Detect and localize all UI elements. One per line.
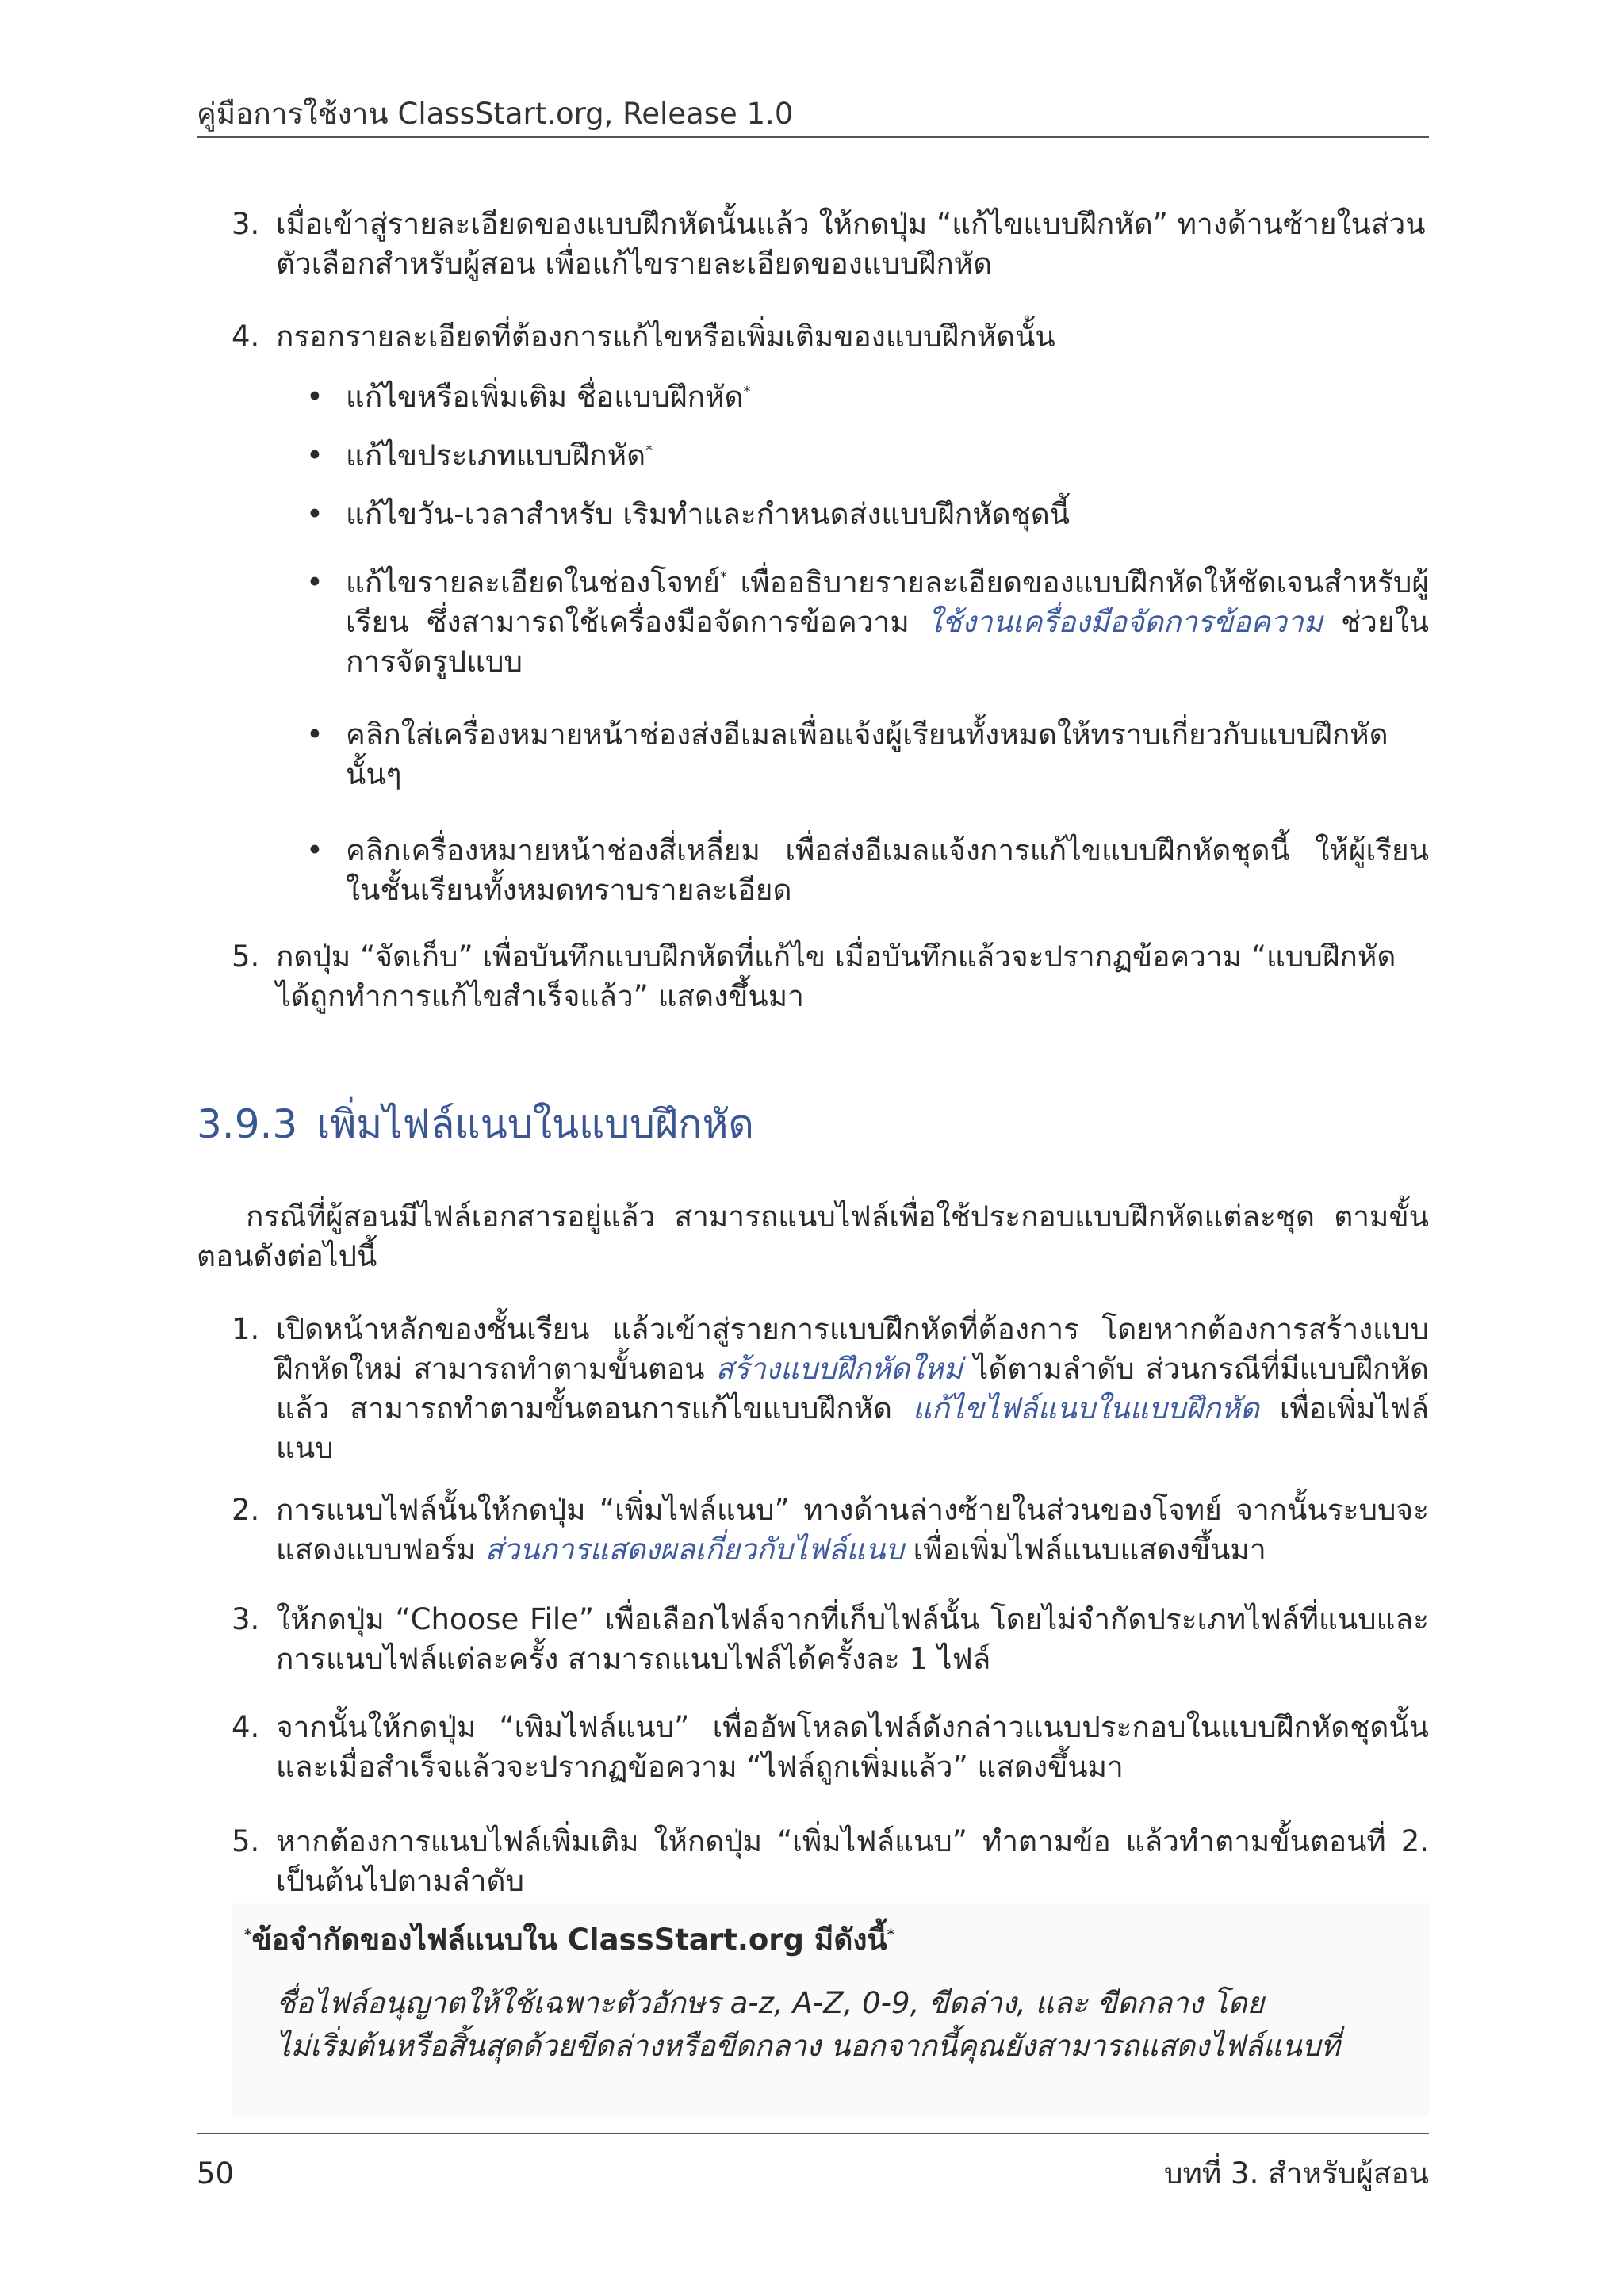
edit-attachment-link[interactable]: แก้ไขไฟล์แนบในแบบฝึกหัด bbox=[912, 1391, 1259, 1425]
step-number: 5. bbox=[232, 939, 260, 974]
step-number: 2. bbox=[232, 1493, 260, 1527]
bullet-icon: • bbox=[306, 438, 324, 473]
attachment-display-link[interactable]: ส่วนการแสดงผลเกี่ยวกับไฟล์แนบ bbox=[485, 1533, 904, 1567]
step-text-line: ได้ถูกทำการแก้ไขสำเร็จแล้ว” แสดงขึ้นมา bbox=[276, 979, 804, 1013]
step-text: หากต้องการแนบไฟล์เพิ่มเติม ให้กดปุ่ม “เพิ่มไฟล์แนบ” ทำตามข้อ แล้วทำตามขั้นตอนที่ 2. เป็นต้นไปตามลำดับ bbox=[276, 1824, 1429, 1898]
step-text: จากนั้นให้กดปุ่ม “เพิมไฟล์แนบ” เพื่ออัพโหลดไฟล์ดังกล่าวแนบประกอบในแบบฝึกหัดชุดนั้นและเมื่อสำเร็จแล้วจะปรากฏข้อความ “ไฟล์ถูกเพิ่มแล้ว” แสดงขึ้นมา bbox=[276, 1710, 1429, 1784]
bullet-item: แก้ไขวัน-เวลาสำหรับ เริมทำและกำหนดส่งแบบฝึกหัดชุดนี้ bbox=[346, 497, 1071, 531]
step-text-line: เมื่อเข้าสู่รายละเอียดของแบบฝึกหัดนั้นแล้ว ให้กดปุ่ม “แก้ไขแบบฝึกหัด” ทางด้านซ้ายในส่วน bbox=[276, 207, 1426, 241]
chapter-footer: บทที่ 3. สำหรับผู้สอน bbox=[1164, 2156, 1429, 2191]
note-title: *ข้อจำกัดของไฟล์แนบใน ClassStart.org มีดังนี้* bbox=[244, 1923, 895, 1957]
step-number: 3. bbox=[232, 1602, 260, 1636]
step-text: ให้กดปุ่ม “Choose File” เพื่อเลือกไฟล์จากที่เก็บไฟล์นั้น โดยไม่จำกัดประเภทไฟล์ที่แนบและการแนบไฟล์แต่ละครั้ง สามารถแนบไฟล์ได้ครั้งละ 1 ไฟล์ bbox=[276, 1602, 1429, 1676]
step-number: 4. bbox=[232, 320, 260, 354]
step-number: 1. bbox=[232, 1312, 260, 1346]
bullet-item: แก้ไขหรือเพิ่มเติม ชื่อแบบฝึกหัด* bbox=[346, 380, 751, 414]
bullet-icon: • bbox=[306, 718, 324, 752]
bullet-item: คลิกใส่เครื่องหมายหน้าช่องส่งอีเมลเพื่อแจ้งผู้เรียนทั้งหมดให้ทราบเกี่ยวกับแบบฝึกหัดนั้นๆ bbox=[346, 718, 1388, 791]
section-number: 3.9.3 bbox=[197, 1101, 298, 1147]
bullet-icon: • bbox=[306, 497, 324, 531]
bullet-item: แก้ไขรายละเอียดในช่องโจทย์* เพื่ออธิบายรายละเอียดของแบบฝึกหัดให้ชัดเจนสำหรับผู้เรียน ซึ่งสามารถใช้เครื่องมือจัดการข้อความ ใช้งานเครื่องมือจัดการข้อความ ช่วยในการจัดรูปแบบ bbox=[346, 565, 1429, 679]
create-exercise-link[interactable]: สร้างแบบฝึกหัดใหม่ bbox=[715, 1352, 963, 1386]
note-text bbox=[276, 1982, 1354, 2068]
step-text-line: กดปุ่ม “จัดเก็บ” เพื่อบันทึกแบบฝึกหัดที่แก้ไข เมื่อบันทึกแล้วจะปรากฏข้อความ “แบบฝึกหัด bbox=[276, 939, 1396, 974]
page-number: 50 bbox=[197, 2156, 235, 2191]
bullet-icon: • bbox=[306, 833, 324, 867]
footer-divider bbox=[197, 2133, 1429, 2134]
step-number: 5. bbox=[232, 1824, 260, 1858]
step-text-line: ตัวเลือกสำหรับผู้สอน เพื่อแก้ไขรายละเอียดของแบบฝึกหัด bbox=[276, 247, 993, 281]
note-text-line: ชื่อไฟล์อนุญาตให้ใช้เฉพาะตัวอักษร a-z, A-Z, 0-9, ขีดล่าง, และ ขีดกลาง โดย bbox=[276, 1986, 1265, 2020]
note-text-line: ไม่เริ่มต้นหรือสิ้นสุดด้วยขีดล่างหรือขีดกลาง นอกจากนี้คุณยังสามารถแสดงไฟล์แนบที่ bbox=[276, 2029, 1340, 2063]
running-header: คู่มือการใช้งาน ClassStart.org, Release 1.0 bbox=[197, 97, 794, 131]
step-number: 4. bbox=[232, 1710, 260, 1744]
step-text bbox=[276, 205, 1429, 284]
section-intro: กรณีที่ผู้สอนมีไฟล์เอกสารอยู่แล้ว สามารถแนบไฟล์เพื่อใช้ประกอบแบบฝึกหัดแต่ละชุด ตามขั้นตอนดังต่อไปนี้ bbox=[197, 1200, 1429, 1273]
text-tools-link[interactable]: ใช้งานเครื่องมือจัดการข้อความ bbox=[927, 605, 1323, 639]
bullet-icon: • bbox=[306, 565, 324, 599]
step-text: กรอกรายละเอียดที่ต้องการแก้ไขหรือเพิ่มเติมของแบบฝึกหัดนั้น bbox=[276, 320, 1055, 354]
bullet-item: คลิกเครื่องหมายหน้าช่องสี่เหลี่ยม เพื่อส่งอีเมลแจ้งการแก้ไขแบบฝึกหัดชุดนี้ ให้ผู้เรียนในชั้นเรียนทั้งหมดทราบรายละเอียด bbox=[346, 833, 1429, 907]
step-text: เปิดหน้าหลักของชั้นเรียน แล้วเข้าสู่รายการแบบฝึกหัดที่ต้องการ โดยหากต้องการสร้างแบบฝึกหัดใหม่ สามารถทำตามขั้นตอน สร้างแบบฝึกหัดใหม่ ได้ตามลำดับ ส่วนกรณีที่มีแบบฝึกหัดแล้ว สามารถทำตามขั้นตอนการแก้ไขแบบฝึกหัด แก้ไขไฟล์แนบในแบบฝึกหัด เพื่อเพิ่มไฟล์แนบ bbox=[276, 1312, 1429, 1465]
section-title-text: เพิ่มไฟล์แนบในแบบฝึกหัด bbox=[316, 1101, 754, 1147]
bullet-item: แก้ไขประเภทแบบฝึกหัด* bbox=[346, 438, 653, 473]
step-text: การแนบไฟล์นั้นให้กดปุ่ม “เพิ่มไฟล์แนบ” ทางด้านล่างซ้ายในส่วนของโจทย์ จากนั้นระบบจะแสดงแบบฟอร์ม ส่วนการแสดงผลเกี่ยวกับไฟล์แนบ เพื่อเพิ่มไฟล์แนบแสดงขึ้นมา bbox=[276, 1493, 1429, 1567]
bullet-icon: • bbox=[306, 380, 324, 414]
step-number: 3. bbox=[232, 207, 260, 241]
step-text bbox=[276, 937, 1429, 1016]
header-divider bbox=[197, 136, 1429, 138]
section-heading bbox=[197, 1099, 754, 1150]
